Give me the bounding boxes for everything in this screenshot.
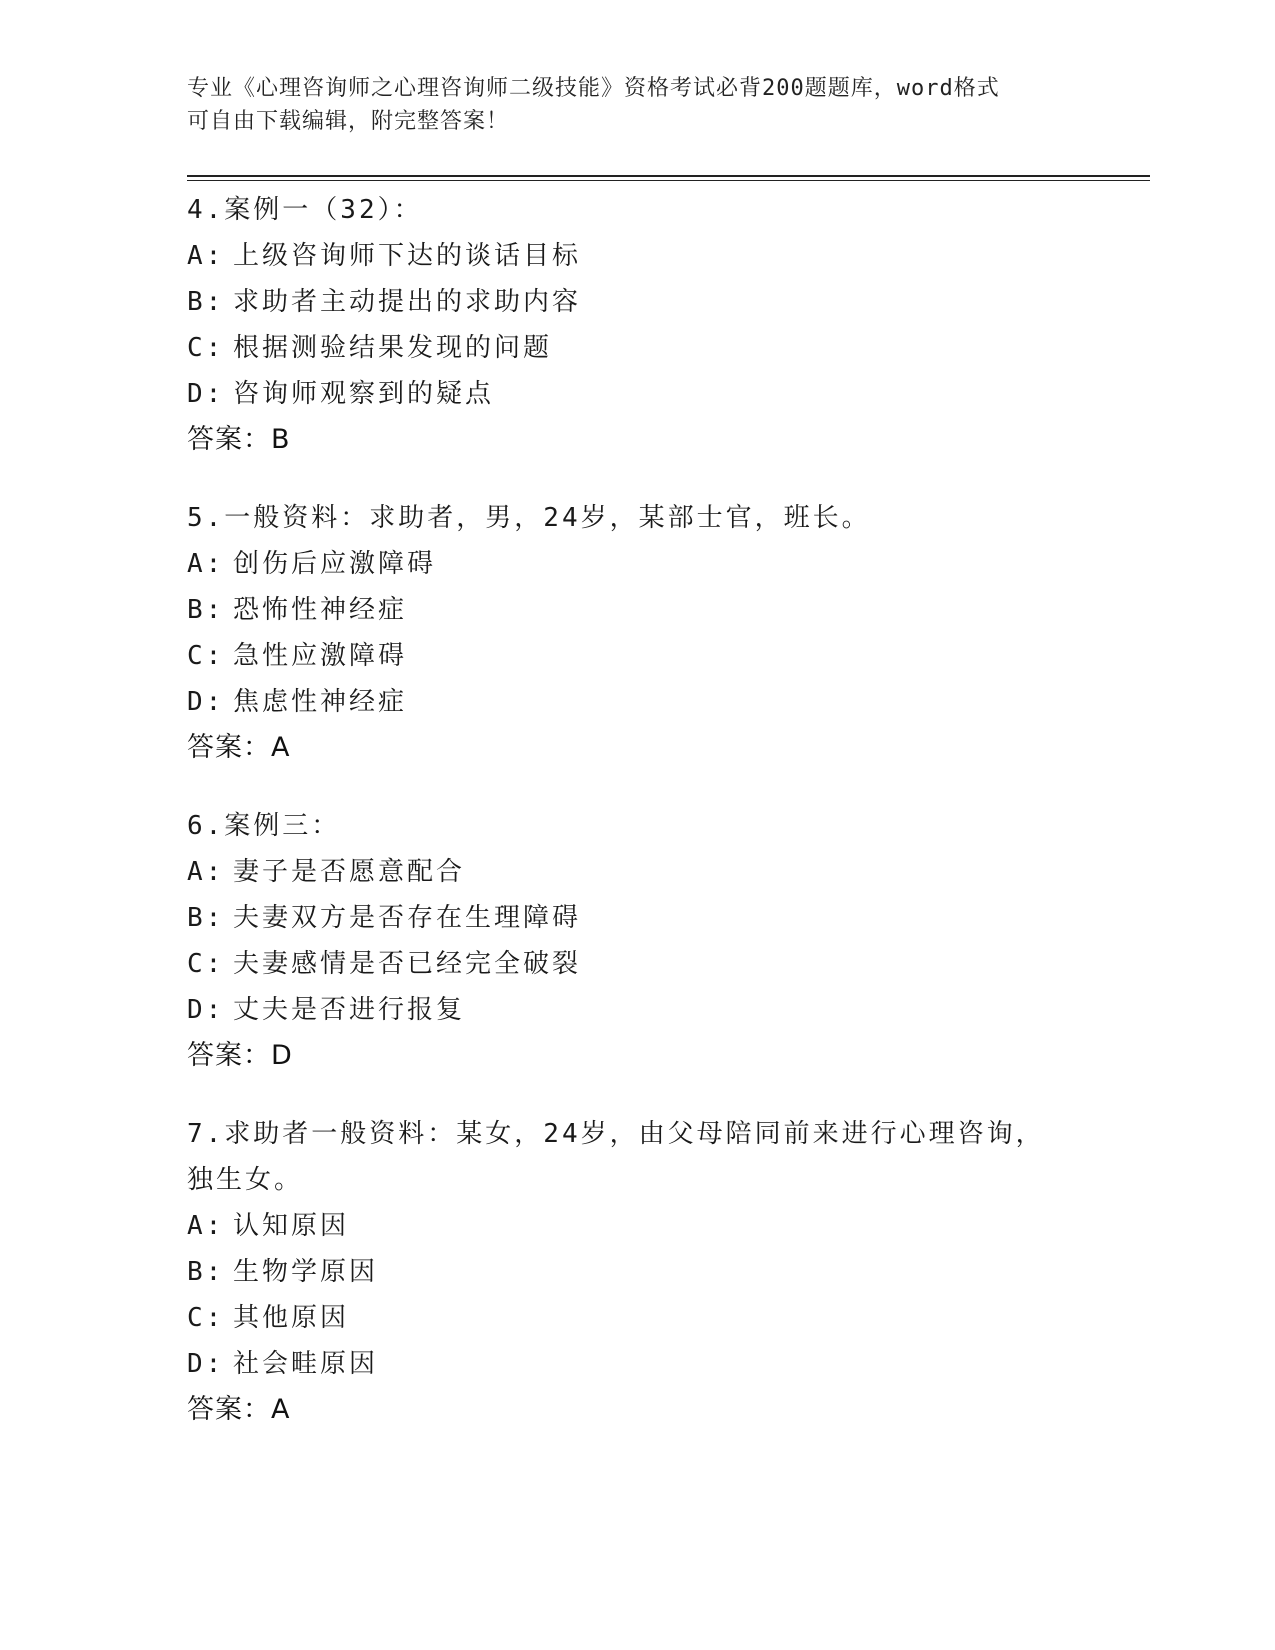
option-b: [187, 279, 1067, 325]
option-text: 焦虑性神经症: [233, 687, 408, 717]
option-text: 夫妻感情是否已经完全破裂: [233, 949, 582, 979]
option-letter: B:: [187, 287, 225, 317]
option-letter: A:: [187, 857, 225, 887]
option-letter: D:: [187, 687, 225, 717]
option-text: 根据测验结果发现的问题: [233, 333, 553, 363]
question-item: [187, 1111, 1067, 1433]
option-a: [187, 233, 1067, 279]
question-item: [187, 803, 1067, 1079]
option-b: [187, 587, 1067, 633]
option-letter: C:: [187, 949, 225, 979]
header-line-2: 可自由下载编辑，附完整答案！: [187, 109, 510, 134]
question-list: [187, 187, 1067, 1465]
option-a: [187, 541, 1067, 587]
option-text: 上级咨询师下达的谈话目标: [233, 241, 582, 271]
option-text: 认知原因: [233, 1211, 350, 1241]
option-c: [187, 941, 1067, 987]
option-text: 妻子是否愿意配合: [233, 857, 466, 887]
question-title: 6.案例三：: [187, 811, 341, 841]
option-letter: B:: [187, 1257, 225, 1287]
option-letter: B:: [187, 595, 225, 625]
option-text: 生物学原因: [233, 1257, 379, 1287]
option-text: 求助者主动提出的求助内容: [233, 287, 582, 317]
option-letter: C:: [187, 1303, 225, 1333]
option-text: 创伤后应激障碍: [233, 549, 437, 579]
question-title: 5.一般资料：求助者，男，24岁，某部士官，班长。: [187, 503, 871, 533]
document-header: [187, 72, 1067, 138]
option-c: [187, 633, 1067, 679]
option-letter: C:: [187, 333, 225, 363]
question-item: [187, 495, 1067, 771]
option-d: [187, 1341, 1067, 1387]
answer-line: 答案：D: [187, 1040, 293, 1071]
option-b: [187, 1249, 1067, 1295]
option-a: [187, 1203, 1067, 1249]
option-text: 恐怖性神经症: [233, 595, 408, 625]
question-title: 4.案例一（32）：: [187, 195, 423, 225]
option-d: [187, 371, 1067, 417]
option-b: [187, 895, 1067, 941]
option-text: 急性应激障碍: [233, 641, 408, 671]
option-a: [187, 849, 1067, 895]
answer-line: 答案：B: [187, 424, 291, 455]
option-letter: C:: [187, 641, 225, 671]
header-divider-thick: [187, 175, 1150, 177]
answer-line: 答案：A: [187, 732, 291, 763]
option-letter: B:: [187, 903, 225, 933]
option-text: 其他原因: [233, 1303, 350, 1333]
option-d: [187, 679, 1067, 725]
option-letter: A:: [187, 241, 225, 271]
option-letter: D:: [187, 379, 225, 409]
option-text: 丈夫是否进行报复: [233, 995, 466, 1025]
header-divider-thin: [187, 180, 1150, 181]
option-c: [187, 1295, 1067, 1341]
option-letter: D:: [187, 1349, 225, 1379]
question-item: [187, 187, 1067, 463]
option-c: [187, 325, 1067, 371]
option-text: 夫妻双方是否存在生理障碍: [233, 903, 582, 933]
option-text: 社会畦原因: [233, 1349, 379, 1379]
answer-line: 答案：A: [187, 1394, 291, 1425]
option-letter: A:: [187, 1211, 225, 1241]
option-text: 咨询师观察到的疑点: [233, 379, 495, 409]
option-d: [187, 987, 1067, 1033]
option-letter: A:: [187, 549, 225, 579]
header-line-1: 专业《心理咨询师之心理咨询师二级技能》资格考试必背200题题库，word格式: [187, 76, 1000, 101]
question-title: 7.求助者一般资料：某女，24岁，由父母陪同前来进行心理咨询，独生女。: [187, 1119, 1045, 1195]
option-letter: D:: [187, 995, 225, 1025]
